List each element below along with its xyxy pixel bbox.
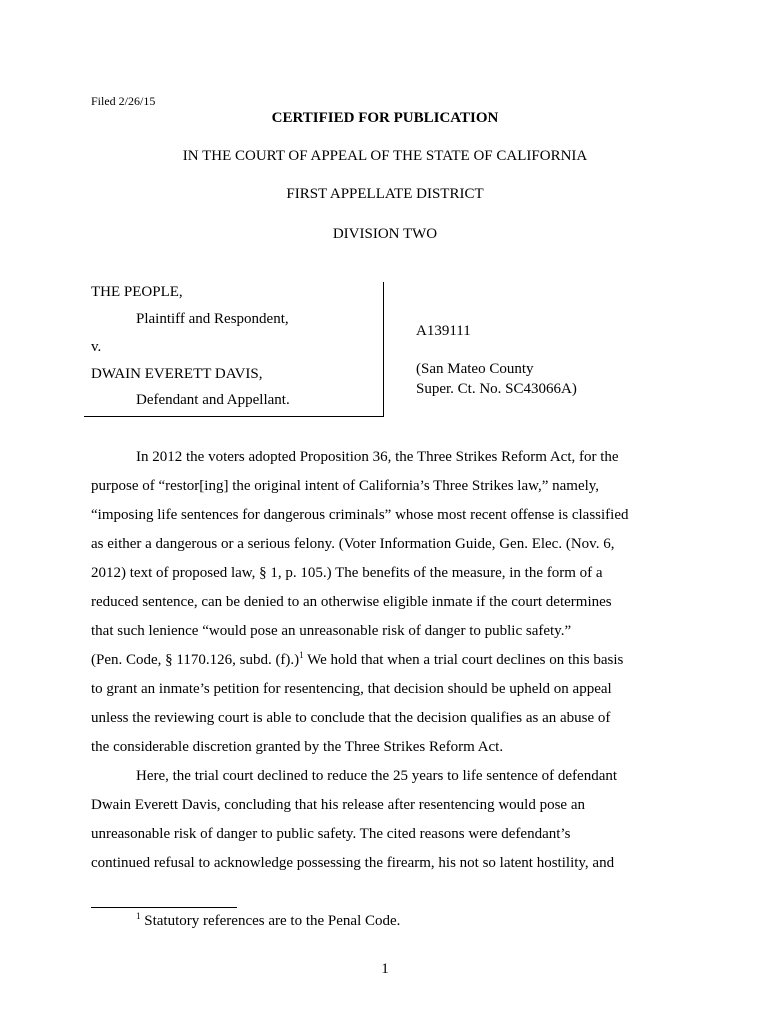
certified-heading: CERTIFIED FOR PUBLICATION: [271, 110, 499, 126]
defendant-role: Defendant and Appellant.: [136, 392, 290, 408]
body-line: [91, 652, 623, 669]
footnote-text: Statutory references are to the Penal Code.: [140, 913, 401, 929]
body-line: to grant an inmate’s petition for resentencing, that decision should be upheld on appeal: [91, 681, 612, 697]
plaintiff-name: THE PEOPLE,: [91, 284, 183, 300]
body-line: “imposing life sentences for dangerous criminals” whose most recent offense is classified: [91, 507, 629, 523]
body-line: In 2012 the voters adopted Proposition 36, the Three Strikes Reform Act, for the: [136, 449, 619, 465]
body-line: 2012) text of proposed law, § 1, p. 105.) The benefits of the measure, in the form of a: [91, 565, 603, 581]
body-line: the considerable discretion granted by the Three Strikes Reform Act.: [91, 739, 504, 755]
district-name: FIRST APPELLATE DISTRICT: [286, 186, 484, 202]
body-line: purpose of “restor[ing] the original intent of California’s Three Strikes law,” namely,: [91, 478, 600, 494]
caption-horizontal-rule: [84, 416, 384, 417]
body-line: unless the reviewing court is able to conclude that the decision qualifies as an abuse of: [91, 710, 611, 726]
body-line: that such lenience “would pose an unreasonable risk of danger to public safety.”: [91, 623, 572, 639]
court-name: IN THE COURT OF APPEAL OF THE STATE OF CALIFORNIA: [182, 148, 588, 164]
body-line-text: (Pen. Code, § 1170.126, subd. (f).): [91, 652, 300, 668]
footnote-reference[interactable]: 1: [299, 650, 304, 660]
body-line: unreasonable risk of danger to public safety. The cited reasons were defendant’s: [91, 826, 571, 842]
caption-vertical-rule: [383, 282, 384, 416]
division-name: DIVISION TWO: [332, 226, 438, 242]
footnote-number: 1: [136, 911, 141, 921]
county-line-2: Super. Ct. No. SC43066A): [416, 381, 577, 397]
body-line: Here, the trial court declined to reduce the 25 years to life sentence of defendant: [136, 768, 618, 784]
plaintiff-role: Plaintiff and Respondent,: [136, 311, 289, 327]
county-line-1: (San Mateo County: [416, 361, 534, 377]
body-line: as either a dangerous or a serious felony. (Voter Information Guide, Gen. Elec. (Nov. 6,: [91, 536, 615, 552]
defendant-name: DWAIN EVERETT DAVIS,: [91, 366, 263, 382]
filed-date: Filed 2/26/15: [91, 94, 156, 108]
body-line: reduced sentence, can be denied to an otherwise eligible inmate if the court determines: [91, 594, 612, 610]
versus: v.: [91, 339, 102, 355]
page-number: 1: [381, 961, 389, 977]
body-line: Dwain Everett Davis, concluding that his release after resentencing would pose an: [91, 797, 585, 813]
body-line: continued refusal to acknowledge possessing the firearm, his not so latent hostility, and: [91, 855, 615, 871]
case-number: A139111: [416, 323, 471, 339]
footnote: [136, 913, 400, 930]
body-line-tail: We hold that when a trial court declines on this basis: [303, 652, 624, 668]
footnote-separator: [91, 907, 237, 908]
